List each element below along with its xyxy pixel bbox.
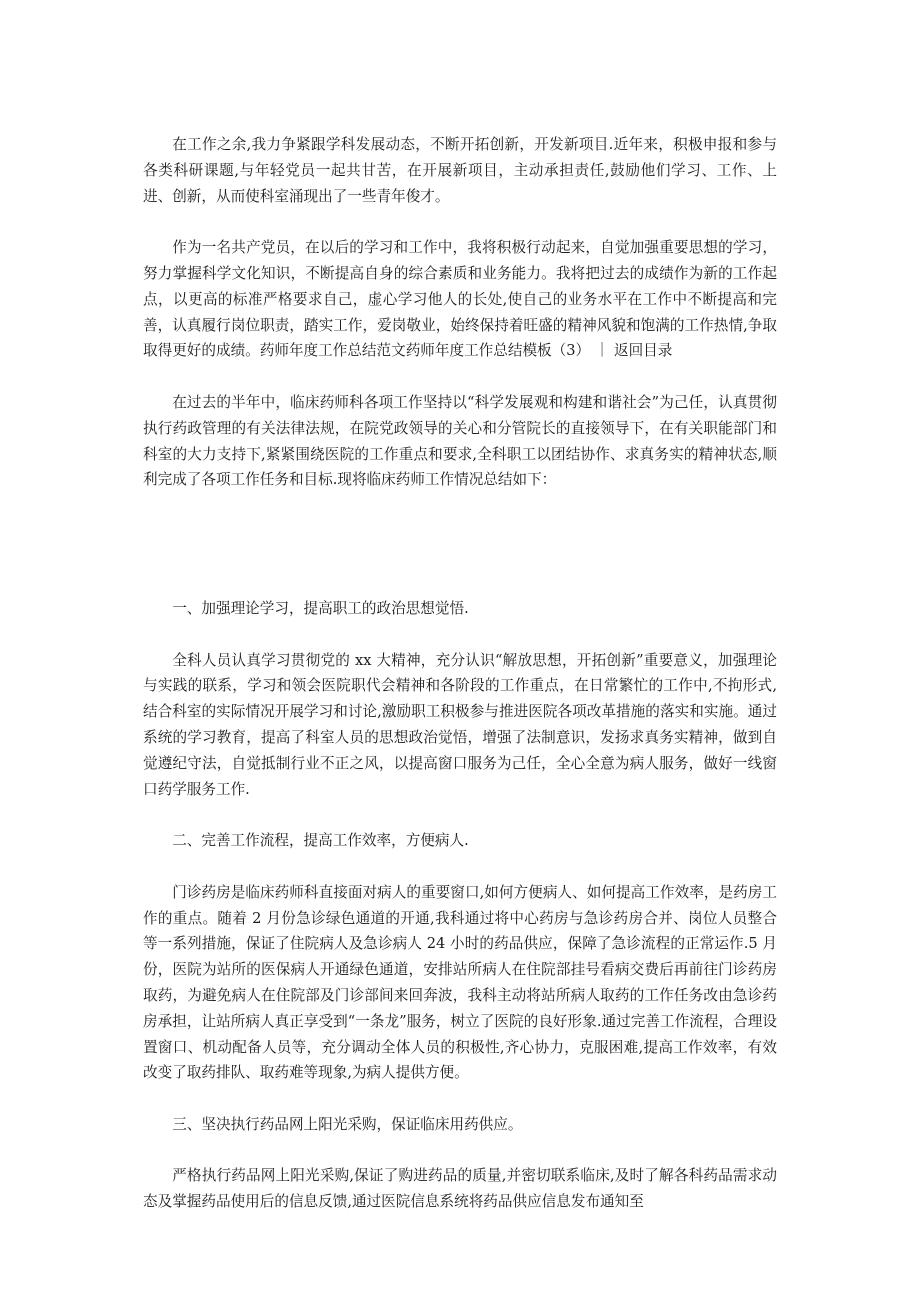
document-body [143, 132, 777, 1241]
paragraph-half-year-summary: 在过去的半年中，临床药师科各项工作坚持以“科学发展观和构建和谐社会”为己任，认真贯彻执行药政管理的有关法律法规，在院党政领导的关心和分管院长的直接领导下，在有关职能部门和科室的大力支持下,紧紧围绕医院的工作重点和要求,全科职工以团结协作、求真务实的精神状态,顺利完成了各项工作任务和目标.现将临床药师工作情况总结如下： [143, 393, 777, 489]
paragraph-party-member [143, 235, 777, 364]
section-heading-2: 二、完善工作流程，提高工作效率，方便病人. [172, 832, 469, 850]
blank-spacer [143, 519, 777, 596]
paragraph-research: 在工作之余,我力争紧跟学科发展动态，不断开拓创新，开发新项目.近年来，积极申报和参与各类科研课题,与年轻党员一起共甘苦，在开展新项目，主动承担责任,鼓励他们学习、工作、上进、创新，从而使科室涌现出了一些青年俊才。 [143, 136, 777, 205]
paragraph-workflow: 门诊药房是临床药师科直接面对病人的重要窗口,如何方便病人、如何提高工作效率，是药房工作的重点。随着 2 月份急诊绿色通道的开通,我科通过将中心药房与急诊药房合并、岗位人员整合等一系列措施，保证了住院病人及急诊病人 24 小时的药品供应，保障了急诊流程的正常运作.5 月份，医院为站所的医保病人开通绿色通道，安排站所病人在住院部挂号看病交费后再前往门诊药房取药，为避免病人在住院部及门诊部间来回奔波，我科主动将站所病人取药的工作任务改由急诊药房承担，让站所病人真正享受到“一条龙”服务，树立了医院的良好形象.通过完善工作流程，合理设置窗口、机动配备人员等，充分调动全体人员的积极性,齐心协力，克服困难,提高工作效率，有效改变了取药排队、取药难等现象,为病人提供方便。 [143, 883, 777, 1082]
section-heading-3: 三、坚决执行药品网上阳光采购，保证临床用药供应。 [172, 1115, 523, 1133]
section-heading-1: 一、加强理论学习，提高职工的政治思想觉悟. [172, 599, 469, 617]
paragraph-party-member-text: 作为一名共产党员，在以后的学习和工作中，我将积极行动起来，自觉加强重要思想的学习，努力掌握科学文化知识，不断提高自身的综合素质和业务能力。我将把过去的成绩作为新的工作起点，以更高的标准严格要求自己，虚心学习他人的长处,使自己的业务水平在工作中不断提高和完善，认真履行岗位职责，踏实工作，爱岗敬业，始终保持着旺盛的精神风貌和饱满的工作热情,争取取得更好的成绩。药师年度工作总结范文药师年度工作总结模板（3） [143, 239, 777, 360]
separator: ｜ [590, 342, 614, 360]
return-toc-link[interactable]: 返回目录 [613, 342, 673, 360]
paragraph-procurement: 严格执行药品网上阳光采购,保证了购进药品的质量,并密切联系临床,及时了解各科药品需求动态及掌握药品使用后的信息反馈,通过医院信息系统将药品供应信息发布通知至 [143, 1167, 777, 1211]
paragraph-theory-study: 全科人员认真学习贯彻党的 xx 大精神，充分认识“解放思想，开拓创新”重要意义，加强理论与实践的联系，学习和领会医院职代会精神和各阶段的工作重点，在日常繁忙的工作中,不拘形式,结合科室的实际情况开展学习和讨论,激励职工积极参与推进医院各项改革措施的落实和实施。通过系统的学习教育，提高了科室人员的思想政治觉悟，增强了法制意识，发扬求真务实精神，做到自觉遵纪守法，自觉抵制行业不正之风，以提高窗口服务为己任，全心全意为病人服务，做好一线窗口药学服务工作. [143, 651, 777, 798]
